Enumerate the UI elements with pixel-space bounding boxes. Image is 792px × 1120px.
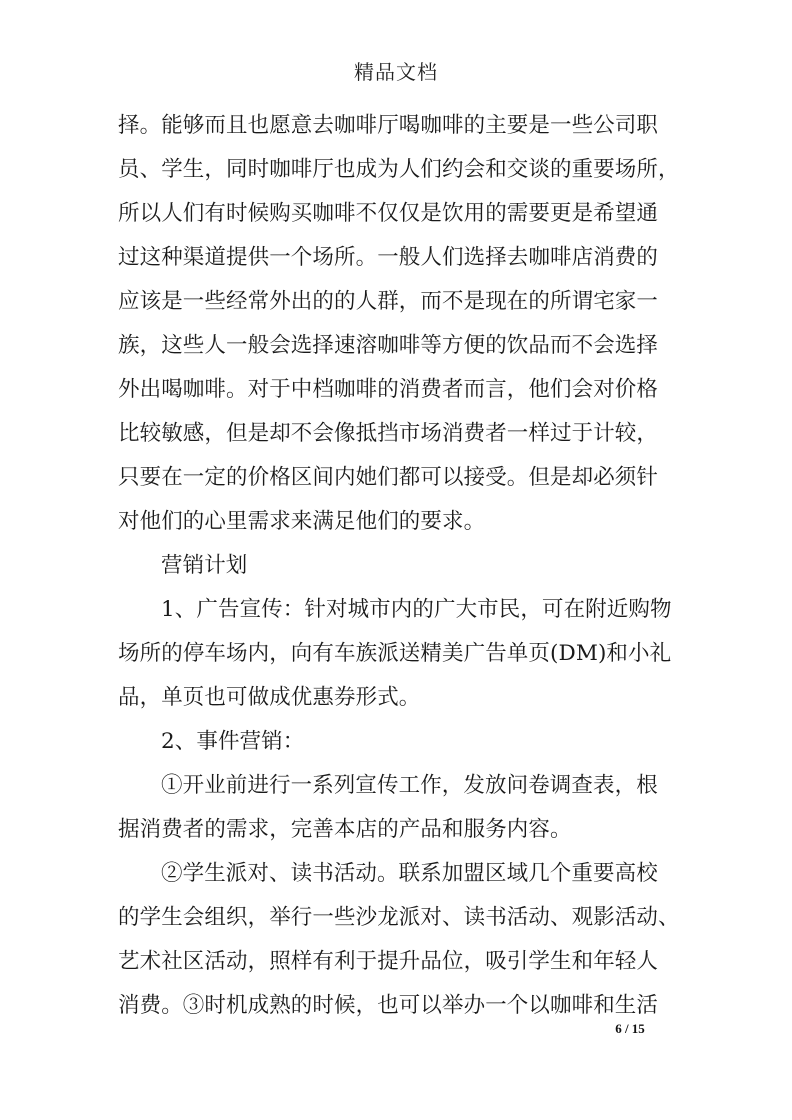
sub-item-pre-opening: ①开业前进行一系列宣传工作，发放问卷调查表，根 [161, 773, 658, 798]
body-line-1: 择。能够而且也愿意去咖啡厅喝咖啡的主要是一些公司职 [118, 113, 659, 138]
page-number: 6 / 15 [615, 1021, 645, 1036]
list-item-advertising: 1、广告宣传：针对城市内的广大市民，可在附近购物 [161, 597, 672, 622]
body-line-9: 只要在一定的价格区间内她们都可以接受。但是却必须针 [118, 465, 659, 490]
body-line-10: 对他们的心里需求来满足他们的要求。 [118, 509, 486, 534]
document-body [118, 104, 678, 1028]
body-line-21: 消费。③时机成熟的时候，也可以举办一个以咖啡和生活 [118, 993, 659, 1018]
body-line-3: 所以人们有时候购买咖啡不仅仅是饮用的需要更是希望通 [118, 201, 659, 226]
sub-item-student-party: ②学生派对、读书活动。联系加盟区域几个重要高校 [161, 861, 658, 886]
body-line-4: 过这种渠道提供一个场所。一般人们选择去咖啡店消费的 [118, 245, 659, 270]
body-line-14: 品，单页也可做成优惠券形式。 [118, 685, 421, 710]
body-line-13: 场所的停车场内，向有车族派送精美广告单页(DM)和小礼 [118, 641, 672, 666]
body-line-5: 应该是一些经常外出的的人群，而不是现在的所谓宅家一 [118, 289, 659, 314]
body-line-8: 比较敏感，但是却不会像抵挡市场消费者一样过于计较， [118, 421, 659, 446]
page-header-title: 精品文档 [354, 60, 438, 84]
body-line-19: 的学生会组织，举行一些沙龙派对、读书活动、观影活动、 [118, 905, 680, 930]
section-heading-marketing-plan: 营销计划 [161, 553, 248, 578]
body-line-6: 族，这些人一般会选择速溶咖啡等方便的饮品而不会选择 [118, 333, 659, 358]
body-line-17: 据消费者的需求，完善本店的产品和服务内容。 [118, 817, 572, 842]
body-line-20: 艺术社区活动，照样有利于提升品位，吸引学生和年轻人 [118, 949, 659, 974]
list-item-event-marketing: 2、事件营销： [161, 729, 305, 754]
body-line-2: 员、学生，同时咖啡厅也成为人们约会和交谈的重要场所， [118, 157, 680, 182]
body-line-7: 外出喝咖啡。对于中档咖啡的消费者而言，他们会对价格 [118, 377, 659, 402]
